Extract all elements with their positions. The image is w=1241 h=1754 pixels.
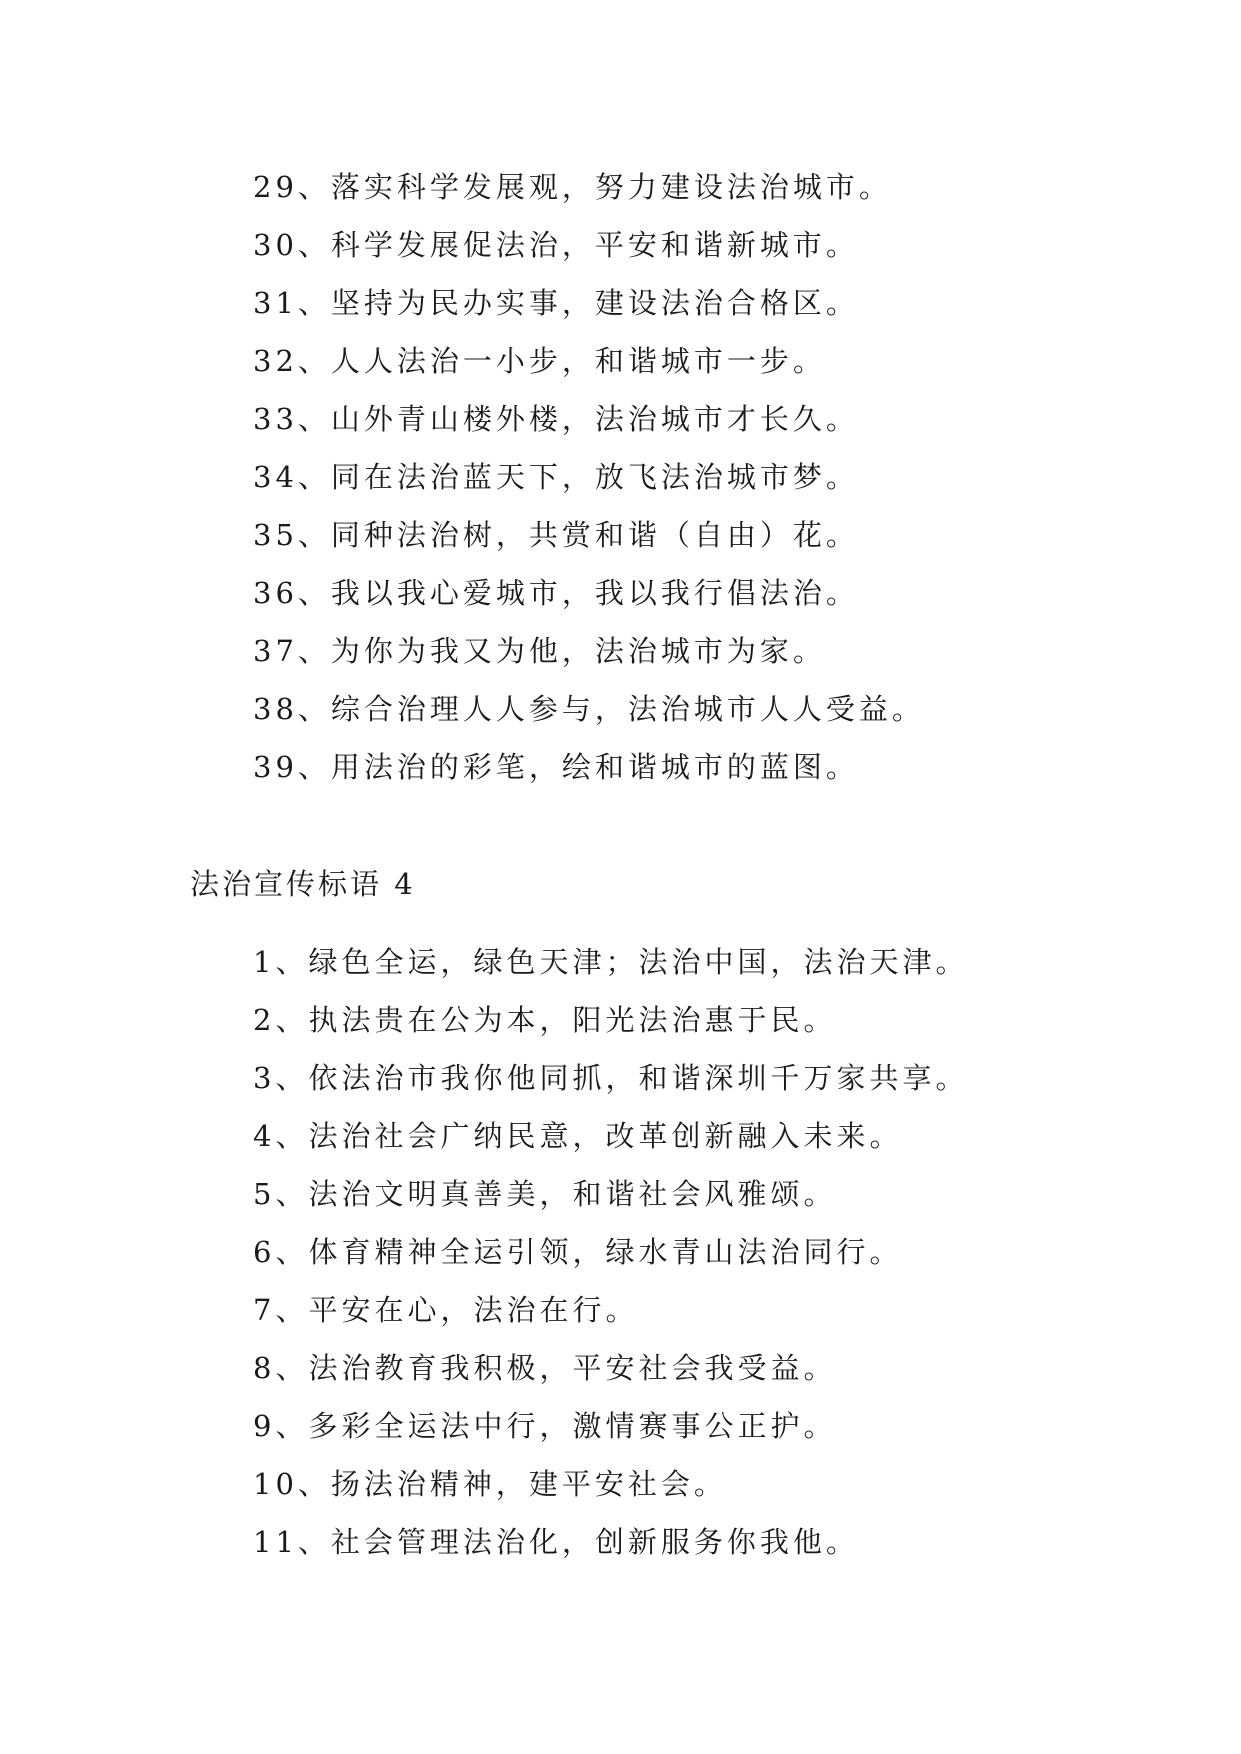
list-item: 30、科学发展促法治，平安和谐新城市。 (253, 228, 859, 262)
list-item: 3、依法治市我你他同抓，和谐深圳千万家共享。 (253, 1061, 969, 1095)
slogan-list-4 (0, 933, 968, 1571)
list-item: 9、多彩全运法中行，激情赛事公正护。 (253, 1409, 837, 1443)
list-item: 35、同种法治树，共赏和谐（自由）花。 (253, 518, 859, 552)
list-item: 11、社会管理法治化，创新服务你我他。 (253, 1525, 859, 1559)
list-item: 1、绿色全运，绿色天津；法治中国，法治天津。 (253, 945, 969, 979)
list-item: 7、平安在心，法治在行。 (253, 1293, 639, 1327)
list-item: 37、为你为我又为他，法治城市为家。 (253, 634, 826, 668)
list-item: 2、执法贵在公为本，阳光法治惠于民。 (253, 1003, 837, 1037)
list-item: 38、综合治理人人参与，法治城市人人受益。 (253, 692, 925, 726)
list-item: 8、法治教育我积极，平安社会我受益。 (253, 1351, 837, 1385)
list-item: 39、用法治的彩笔，绘和谐城市的蓝图。 (253, 750, 859, 784)
section-heading: 法治宣传标语 4 (190, 867, 416, 901)
list-item: 5、法治文明真善美，和谐社会风雅颂。 (253, 1177, 837, 1211)
list-item: 33、山外青山楼外楼，法治城市才长久。 (253, 402, 859, 436)
slogan-list-continued (0, 158, 925, 796)
list-item: 4、法治社会广纳民意，改革创新融入未来。 (253, 1119, 903, 1153)
list-item: 31、坚持为民办实事，建设法治合格区。 (253, 286, 859, 320)
list-item: 36、我以我心爱城市，我以我行倡法治。 (253, 576, 859, 610)
list-item: 10、扬法治精神，建平安社会。 (253, 1467, 727, 1501)
list-item: 34、同在法治蓝天下，放飞法治城市梦。 (253, 460, 859, 494)
list-item: 6、体育精神全运引领，绿水青山法治同行。 (253, 1235, 903, 1269)
list-item: 32、人人法治一小步，和谐城市一步。 (253, 344, 826, 378)
list-item: 29、落实科学发展观，努力建设法治城市。 (253, 170, 892, 204)
